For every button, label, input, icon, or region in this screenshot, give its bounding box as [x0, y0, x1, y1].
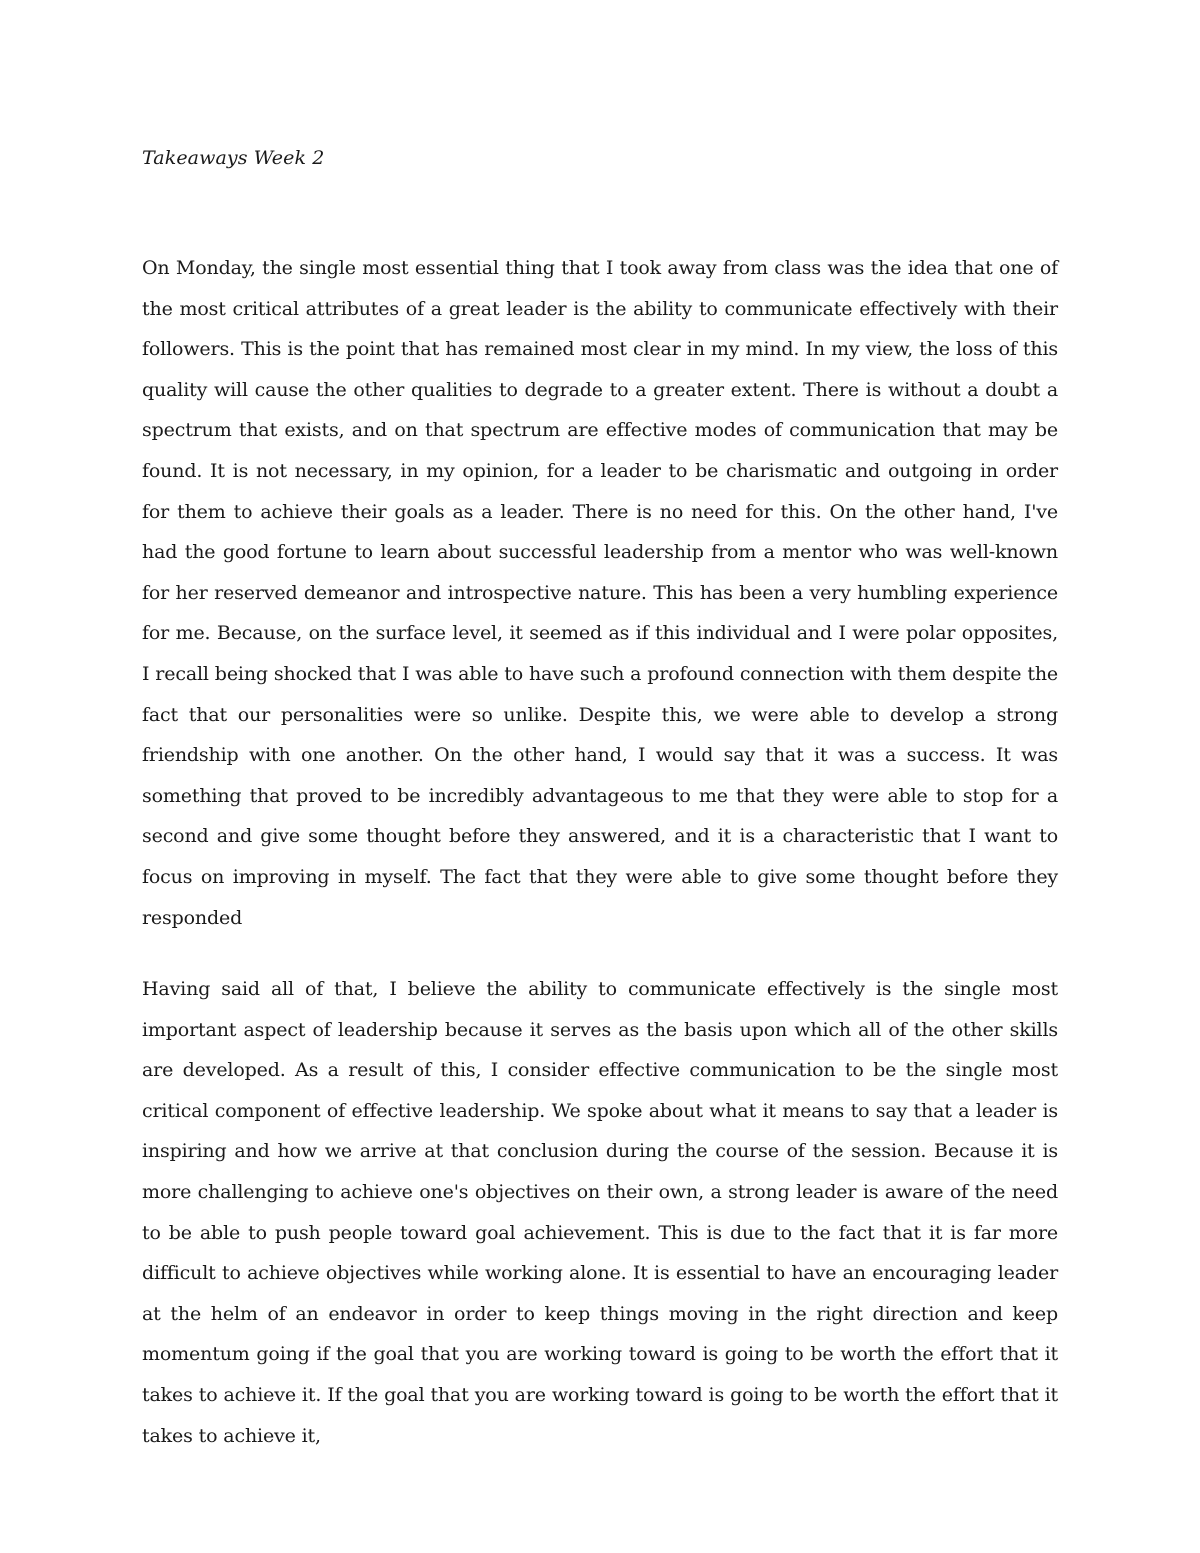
- paragraph-1: On Monday, the single most essential thing that I took away from class was the idea that one of the most critical attributes of a great leader is the ability to communicate effectively with their followers. This is the point that has remained most clear in my mind. In my view, the loss of this quality will cause the other qualities to degrade to a greater extent. There is without a doubt a spectrum that exists, and on that spectrum are effective modes of communication that may be found. It is not necessary, in my opinion, for a leader to be charismatic and outgoing in order for them to achieve their goals as a leader. There is no need for this. On the other hand, I've had the good fortune to learn about successful leadership from a mentor who was well-known for her reserved demeanor and introspective nature. This has been a very humbling experience for me. Because, on the surface level, it seemed as if this individual and I were polar opposites, I recall being shocked that I was able to have such a profound connection with them despite the fact that our personalities were so unlike. Despite this, we were able to develop a strong friendship with one another. On the other hand, I would say that it was a success. It was something that proved to be incredibly advantageous to me that they were able to stop for a second and give some thought before they answered, and it is a characteristic that I want to focus on improving in myself. The fact that they were able to give some thought before they responded: [142, 257, 1058, 929]
- document-title: Takeaways Week 2: [142, 147, 325, 169]
- paragraph-2: Having said all of that, I believe the ability to communicate effectively is the single most important aspect of leadership because it serves as the basis upon which all of the other skills are developed. As a result of this, I consider effective communication to be the single most critical component of effective leadership. We spoke about what it means to say that a leader is inspiring and how we arrive at that conclusion during the course of the session. Because it is more challenging to achieve one's objectives on their own, a strong leader is aware of the need to be able to push people toward goal achievement. This is due to the fact that it is far more difficult to achieve objectives while working alone. It is essential to have an encouraging leader at the helm of an endeavor in order to keep things moving in the right direction and keep momentum going if the goal that you are working toward is going to be worth the effort that it takes to achieve it. If the goal that you are working toward is going to be worth the effort that it takes to achieve it,: [142, 978, 1058, 1447]
